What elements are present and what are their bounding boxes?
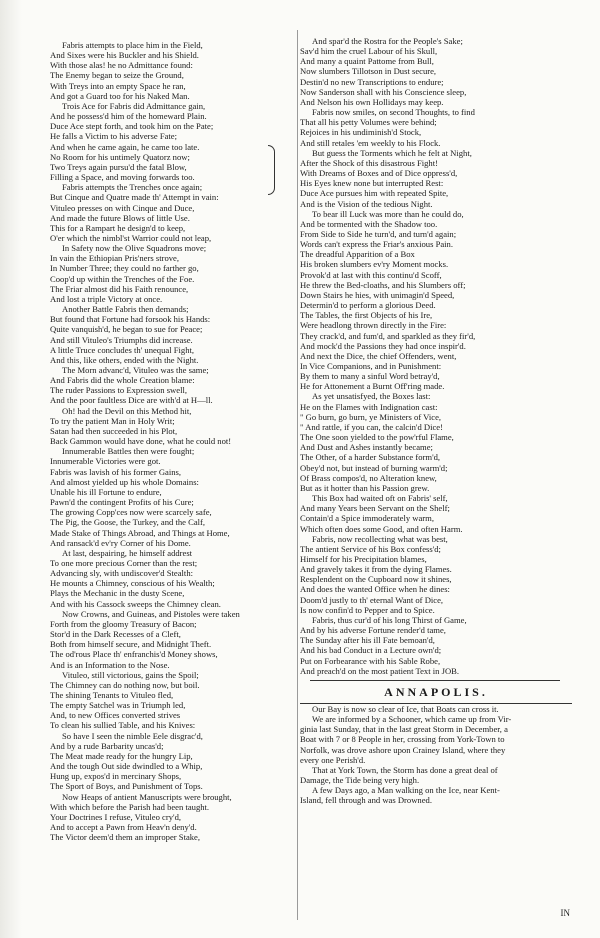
poem-line: And made the future Blows of little Use. bbox=[50, 212, 190, 223]
poem-line: The Chimney can do nothing now, but boil. bbox=[50, 679, 200, 690]
news-line: ginia last Sunday, that in the last great Storm in December, a bbox=[300, 724, 508, 735]
poem-line: The Meat made ready for the hungry Lip, bbox=[50, 750, 193, 761]
poem-line: The od'rous Place th' enfranchis'd Money shows, bbox=[50, 649, 218, 660]
poem-line: To one more precious Corner than the rest; bbox=[50, 557, 198, 568]
poem-line: Quite vanquish'd, he began to sue for Peace; bbox=[50, 324, 203, 335]
poem-line: And with his Cassock sweeps the Chimney clean. bbox=[50, 598, 221, 609]
poem-line: And by a rude Barbarity uncas'd; bbox=[50, 740, 164, 751]
poem-line: Obey'd not, but instead of burning warm'd; bbox=[300, 462, 448, 473]
poem-line: Fabris attempts the Trenches once again; bbox=[62, 182, 203, 193]
poem-line: And when he came again, he came too late. bbox=[50, 141, 200, 152]
poem-line: That all his petty Volumes were behind; bbox=[300, 117, 437, 128]
poem-line: Now Sanderson shall with his Conscience sleep, bbox=[300, 86, 467, 97]
poem-line: Resplendent on the Cupboard now it shines, bbox=[300, 574, 452, 585]
poem-line: The shining Tenants to Vituleo fled, bbox=[50, 690, 174, 700]
news-line: That at York Town, the Storm has done a great deal of bbox=[312, 764, 498, 775]
poem-line: Both from himself secure, and Midnight Theft. bbox=[50, 639, 212, 650]
poem-line: After the Shock of this disastrous Fight! bbox=[300, 157, 438, 168]
poem-line: " Go burn, go burn, ye Ministers of Vice, bbox=[300, 411, 442, 422]
poem-line: Rejoices in his undiminish'd Stock, bbox=[300, 127, 422, 138]
poem-line: And ransack'd ev'ry Corner of his Dome. bbox=[50, 537, 191, 548]
poem-line: " And rattle, if you can, the calcin'd Dice! bbox=[300, 421, 443, 432]
poem-line: Two Treys again pursu'd the fatal Blow, bbox=[50, 161, 187, 172]
poem-line: At last, despairing, he himself addrest bbox=[62, 547, 193, 558]
poem-line: The antient Service of his Box confess'd; bbox=[300, 543, 441, 554]
poem-line: Stor'd in the Dark Recesses of a Cleft, bbox=[50, 629, 181, 640]
poem-line: And the poor faultless Dice are with'd at H—ll. bbox=[50, 395, 213, 406]
poem-line: Now slumbers Tillotson in Dust secure, bbox=[300, 66, 437, 77]
poem-line: The Sunday after his ill Fate bemoan'd, bbox=[300, 635, 435, 646]
catchword: IN bbox=[560, 908, 570, 918]
poem-line: Fabris was lavish of his former Gains, bbox=[50, 466, 182, 477]
poem-line: Were headlong thrown directly in the Fire: bbox=[300, 320, 447, 331]
poem-line: The Friar almost did his Faith renounce, bbox=[50, 283, 189, 294]
poem-line: Which often does some Good, and often Harm. bbox=[300, 523, 463, 534]
poem-line: Innumerable Battles then were fought; bbox=[62, 446, 195, 457]
poem-line: Vituleo, still victorious, gains the Spoil; bbox=[62, 669, 199, 680]
poem-line: The Tables, the first Objects of his Ire, bbox=[300, 310, 433, 321]
news-line: We are informed by a Schooner, which came up from Vir- bbox=[312, 714, 512, 725]
poem-line: In Vice Companions, and in Punishment: bbox=[300, 361, 442, 371]
poem-line: Advancing sly, with undiscover'd Stealth: bbox=[50, 568, 194, 579]
poem-line: This Box had waited oft on Fabris' self, bbox=[312, 493, 448, 504]
poem-line: And got a Guard too for his Naked Man. bbox=[50, 90, 190, 101]
right-column bbox=[300, 36, 572, 806]
poem-column-right bbox=[300, 36, 572, 676]
poem-line: The Other, of a harder Substance form'd, bbox=[300, 452, 441, 463]
poem-line: And Dust and Ashes instantly became; bbox=[300, 442, 433, 453]
poem-line: And be tormented with the Shadow too. bbox=[300, 218, 438, 229]
poem-line: And spar'd the Rostra for the People's Sake; bbox=[312, 36, 463, 46]
news-line: Island, fell through and was Drowned. bbox=[300, 795, 432, 806]
poem-line: Satan had then succeeded in his Plot, bbox=[50, 425, 178, 436]
poem-line: Your Doctrines I refuse, Vituleo cry'd, bbox=[50, 811, 182, 822]
poem-line: The Pig, the Goose, the Turkey, and the Calf, bbox=[50, 517, 206, 528]
poem-line: The One soon yielded to the pow'rful Flame, bbox=[300, 432, 454, 443]
poem-line: And this, like others, ended with the Night. bbox=[50, 354, 199, 365]
poem-line: He on the Flames with Indignation cast: bbox=[300, 401, 438, 412]
poem-line: With Treys into an empty Space he ran, bbox=[50, 80, 186, 91]
poem-line: Put on Forbearance with his Sable Robe, bbox=[300, 655, 441, 666]
poem-line: The Morn advanc'd, Vituleo was the same; bbox=[62, 365, 209, 375]
poem-line: In Safety now the Olive Squadrons move; bbox=[62, 243, 207, 254]
poem-line: But Cinque and Quatre made th' Attempt in vain: bbox=[50, 192, 219, 203]
poem-line: Duce Ace pursues him with repeated Spite, bbox=[300, 188, 449, 199]
poem-line: From Side to Side he turn'd, and turn'd again; bbox=[300, 228, 457, 239]
poem-line: And mock'd the Passions they had once inspir'd. bbox=[300, 340, 466, 351]
poem-line: And gravely takes it from the dying Flames. bbox=[300, 564, 452, 575]
poem-line: Fabris, now recollecting what was best, bbox=[312, 533, 448, 544]
poem-line: But as it hotter than his Passion grew. bbox=[300, 482, 430, 493]
poem-line: Forth from the gloomy Treasury of Bacon; bbox=[50, 618, 197, 629]
poem-line: Oh! had the Devil on this Method hit, bbox=[62, 405, 192, 416]
column-divider bbox=[297, 30, 298, 920]
poem-line: Plays the Mechanic in the dusty Scene, bbox=[50, 588, 185, 599]
news-items bbox=[300, 704, 572, 806]
poem-line: Now Crowns, and Guineas, and Pistoles were taken bbox=[62, 608, 240, 619]
poem-line: He threw the Bed-cloaths, and his Slumbers off; bbox=[300, 279, 466, 290]
poem-line: Determin'd to perform a glorious Deed. bbox=[300, 300, 436, 311]
news-line: A few Days ago, a Man walking on the Ice, near Kent- bbox=[312, 785, 500, 796]
poem-line: His broken slumbers ev'ry Moment mocks. bbox=[300, 259, 449, 270]
poem-line: Trois Ace for Fabris did Admittance gain, bbox=[62, 100, 206, 111]
poem-line: With Dreams of Boxes and of Dice oppress'd, bbox=[300, 168, 458, 179]
poem-line: Another Battle Fabris then demands; bbox=[62, 304, 189, 315]
poem-line: The Sport of Boys, and Punishment of Tops. bbox=[50, 781, 203, 792]
poem-line: This for a Rampart he design'd to keep, bbox=[50, 222, 186, 233]
poem-line: Coop'd up within the Trenches of the Foe. bbox=[50, 273, 195, 284]
poem-line: Filling a Space, and moving forwards too. bbox=[50, 172, 195, 183]
poem-line: Now Heaps of antient Manuscripts were brought, bbox=[62, 791, 232, 802]
poem-line: To bear ill Luck was more than he could do, bbox=[312, 208, 464, 219]
poem-line: And by his adverse Fortune render'd tame, bbox=[300, 625, 446, 636]
poem-line: And his bad Conduct in a Lecture own'd; bbox=[300, 645, 442, 656]
poem-line: And next the Dice, the chief Offenders, went, bbox=[300, 350, 457, 361]
poem-line: With those alas! he no Admittance found: bbox=[50, 60, 193, 71]
poem-line: He mounts a Chimney, conscious of his Wealth; bbox=[50, 578, 215, 589]
poem-line: So have I seen the nimble Eele disgrac'd, bbox=[62, 730, 203, 741]
poem-line: By them to many a sinful Word betray'd, bbox=[300, 371, 440, 382]
news-line: Our Bay is now so clear of Ice, that Boats can cross it. bbox=[312, 704, 499, 714]
poem-line: The empty Satchel was in Triumph led, bbox=[50, 700, 186, 711]
poem-line: His Eyes knew none but interrupted Rest: bbox=[300, 178, 444, 189]
poem-line: The ruder Passions to Expression swell, bbox=[50, 385, 188, 396]
poem-line: And the tough Out side dwindled to a Whip, bbox=[50, 761, 203, 772]
poem-line: In vain the Ethiopian Pris'ners strove, bbox=[50, 253, 179, 264]
poem-line: Doom'd justly to th' eternal Want of Dice, bbox=[300, 594, 444, 605]
news-line: Norfolk, was drove ashore upon Crainey Island, where they bbox=[300, 744, 506, 755]
poem-line: The Enemy began to seize the Ground, bbox=[50, 70, 184, 81]
poem-line: Duce Ace stept forth, and took him on the Pate; bbox=[50, 121, 214, 132]
page-edge-shadow bbox=[0, 0, 22, 938]
poem-line: He for Attonement a Burnt Off'ring made. bbox=[300, 381, 445, 392]
poem-line: And, to new Offices converted strives bbox=[50, 710, 181, 721]
poem-line: But found that Fortune had forsook his Hands: bbox=[50, 314, 211, 325]
poem-line: Fabris, thus cur'd of his long Thirst of Game, bbox=[312, 614, 467, 625]
poem-line: And is an Information to the Nose. bbox=[50, 659, 170, 670]
poem-line: And is the Vision of the tedious Night. bbox=[300, 198, 433, 209]
poem-line: Fabris attempts to place him in the Field, bbox=[62, 40, 203, 50]
poem-line: Made Stake of Things Abroad, and Things at Home, bbox=[50, 527, 230, 538]
news-line: Boat with 7 or 8 People in her, crossing from York-Town to bbox=[300, 734, 505, 745]
poem-line: As yet unsatisfyed, the Boxes last: bbox=[312, 391, 431, 402]
poem-line: In Number Three; they could no farther go, bbox=[50, 263, 199, 274]
poem-line: Down Stairs he hies, with unimagin'd Speed, bbox=[300, 289, 455, 300]
poem-line: To try the patient Man in Holy Writ; bbox=[50, 415, 175, 426]
poem-line: Destin'd no new Transcriptions to endure; bbox=[300, 76, 444, 87]
poem-line: And Nelson his own Hollidays may keep. bbox=[300, 96, 444, 107]
poem-line: Innumerable Victories were got. bbox=[50, 456, 161, 467]
poem-line: And still retales 'em weekly to his Flock. bbox=[300, 137, 441, 148]
section-heading: ANNAPOLIS. bbox=[384, 684, 488, 699]
section-rule bbox=[310, 680, 560, 681]
poem-line: No Room for his untimely Quatorz now; bbox=[50, 151, 190, 162]
poem-line: The dreadful Apparition of a Box bbox=[300, 249, 415, 260]
poem-line: Is now confin'd to Pepper and to Spice. bbox=[300, 604, 435, 615]
poem-line: And many Years been Servant on the Shelf; bbox=[300, 503, 450, 514]
poem-line: Fabris now smiles, on second Thoughts, to find bbox=[312, 107, 475, 118]
poem-line: The Victor deem'd them an improper Stake, bbox=[50, 832, 201, 843]
poem-line: With which before the Parish had been taught. bbox=[50, 801, 210, 812]
poem-line: Hung up, expos'd in mercinary Shops, bbox=[50, 771, 182, 782]
triplet-bracket bbox=[268, 145, 275, 195]
poem-line: And still Vituleo's Triumphs did increase. bbox=[50, 334, 193, 345]
poem-line: And lost a triple Victory at once. bbox=[50, 293, 163, 304]
poem-line: He falls a Victim to his adverse Fate; bbox=[50, 131, 178, 142]
poem-line: A little Truce concludes th' unequal Fight, bbox=[50, 344, 195, 355]
poem-line: And almost yielded up his whole Domains: bbox=[50, 476, 199, 487]
news-line: Damage, the Tide being very high. bbox=[300, 775, 420, 786]
poem-line: And Sixes were his Buckler and his Shield. bbox=[50, 50, 199, 61]
poem-line: But guess the Torments which he felt at Night, bbox=[312, 147, 472, 158]
poem-line: And Fabris did the whole Creation blame: bbox=[50, 375, 195, 386]
poem-line: Pawn'd the contingent Profits of his Cure; bbox=[50, 497, 194, 508]
poem-line: Of Brass compos'd, no Alteration knew, bbox=[300, 472, 437, 483]
poem-line: And many a quaint Pattome from Bull, bbox=[300, 56, 434, 67]
news-line: every one Perish'd. bbox=[300, 754, 366, 765]
poem-line: Vituleo presses on with Cinque and Duce, bbox=[50, 202, 195, 213]
poem-line: Sav'd him the cruel Labour of his Skull, bbox=[300, 46, 438, 57]
poem-line: And preach'd on the most patient Text in JOB. bbox=[300, 665, 460, 676]
poem-line: Provok'd at last with this continu'd Scoff, bbox=[300, 269, 442, 280]
poem-line: And he possess'd him of the homeward Plain. bbox=[50, 111, 207, 122]
poem-line: The growing Copp'ces now were scarcely safe, bbox=[50, 507, 212, 518]
poem-line: Himself for his Precipitation blames, bbox=[300, 553, 427, 564]
poem-line: To clean his sullied Table, and his Knives: bbox=[50, 720, 196, 731]
poem-line: Words can't express the Friar's anxious Pain. bbox=[300, 239, 454, 250]
poem-line: Contain'd a Spice immoderately warm, bbox=[300, 513, 435, 524]
poem-line: And to accept a Pawn from Heav'n deny'd. bbox=[50, 822, 197, 833]
poem-line: O'er which the nimbl'st Warrior could not leap, bbox=[50, 232, 212, 243]
poem-line: Back Gammon would have done, what he could not! bbox=[50, 436, 232, 447]
poem-line: They crack'd, and fum'd, and sparkled as they fir'd, bbox=[300, 330, 476, 341]
poem-line: Unable his ill Fortune to endure, bbox=[50, 486, 162, 497]
poem-line: And does the wanted Office when he dines: bbox=[300, 584, 450, 595]
